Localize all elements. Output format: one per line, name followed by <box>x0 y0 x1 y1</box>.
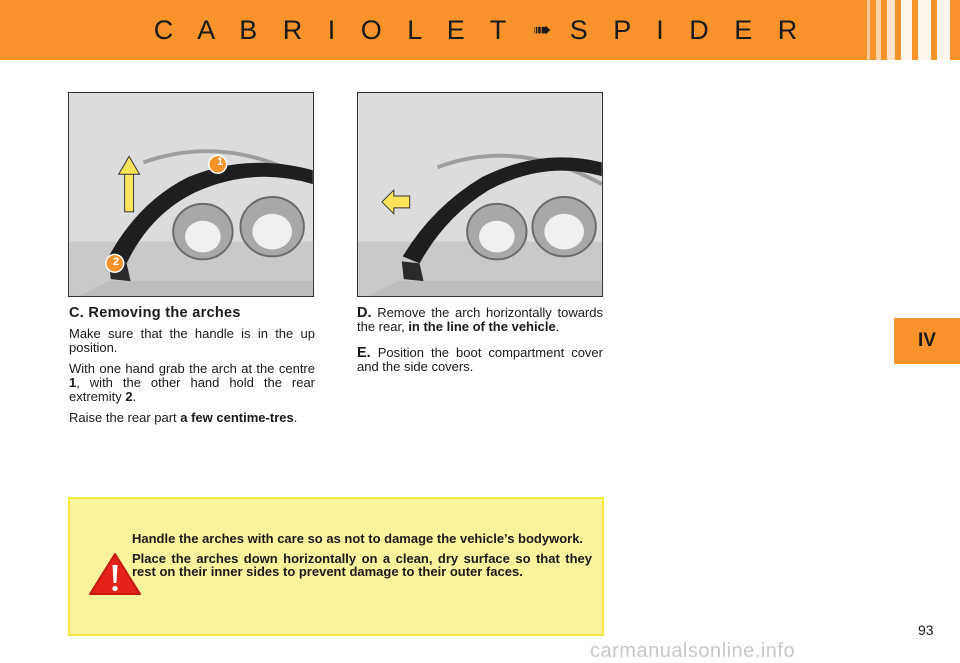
watermark: carmanualsonline.info <box>590 640 796 662</box>
header-stripes <box>861 0 950 60</box>
title-cabriolet: C A B R I O L E T <box>153 14 516 45</box>
paragraph-raise <box>69 411 315 425</box>
callout-2: 2 <box>112 256 120 268</box>
stripe <box>901 0 912 60</box>
section-title-c: C. Removing the arches <box>69 305 241 321</box>
warning-text <box>132 532 592 585</box>
callout-1: 1 <box>216 156 224 168</box>
paragraph-grab <box>69 362 315 404</box>
warning-box <box>68 497 604 636</box>
text: Remove the arch horizontally towards the rear, <box>357 305 603 334</box>
arrow-right-icon: ➠ <box>533 17 552 42</box>
ref-1: 1 <box>69 375 77 390</box>
arch-lift-illustration <box>69 93 313 296</box>
photo-arch-remove <box>357 92 603 297</box>
section-remove-arch <box>357 306 603 381</box>
stripe <box>876 0 881 60</box>
text: Raise the rear part <box>69 410 181 425</box>
paragraph-e <box>357 346 603 374</box>
step-d-label: D. <box>357 305 372 321</box>
text: Position the boot compartment cover and the side covers. <box>357 345 603 374</box>
text: . <box>555 319 560 334</box>
photo-arch-lift <box>68 92 314 297</box>
emphasis: in the line of the vehicle <box>408 319 556 334</box>
emphasis: a few centime-tres <box>180 410 294 425</box>
title-spider: S P I D E R <box>569 14 807 45</box>
chapter-tab: IV <box>894 318 960 364</box>
text: . <box>132 389 137 404</box>
warning-paragraph-1: Handle the arches with care so as not to damage the vehicle’s bodywork. <box>132 531 584 546</box>
text: , with the other hand hold the rear extremity <box>69 375 315 404</box>
warning-paragraph-2: Place the arches down horizontally on a clean, dry surface so that they rest on their inner sides to prevent damage to their outer faces. <box>132 550 592 579</box>
text: . <box>293 410 298 425</box>
paragraph-d <box>357 306 603 334</box>
page-number: 93 <box>918 622 934 638</box>
arch-remove-illustration <box>358 93 602 296</box>
text: With one hand grab the arch at the centre <box>69 361 315 376</box>
page-title <box>0 0 960 60</box>
header-bar <box>0 0 960 60</box>
paragraph-handle: Make sure that the handle is in the up position. <box>69 326 315 355</box>
section-removing-arches <box>69 306 315 432</box>
stripe <box>918 0 931 60</box>
stripe <box>867 0 870 60</box>
stripe <box>937 0 950 60</box>
ref-2: 2 <box>125 389 133 404</box>
stripe <box>887 0 895 60</box>
step-e-label: E. <box>357 345 371 361</box>
